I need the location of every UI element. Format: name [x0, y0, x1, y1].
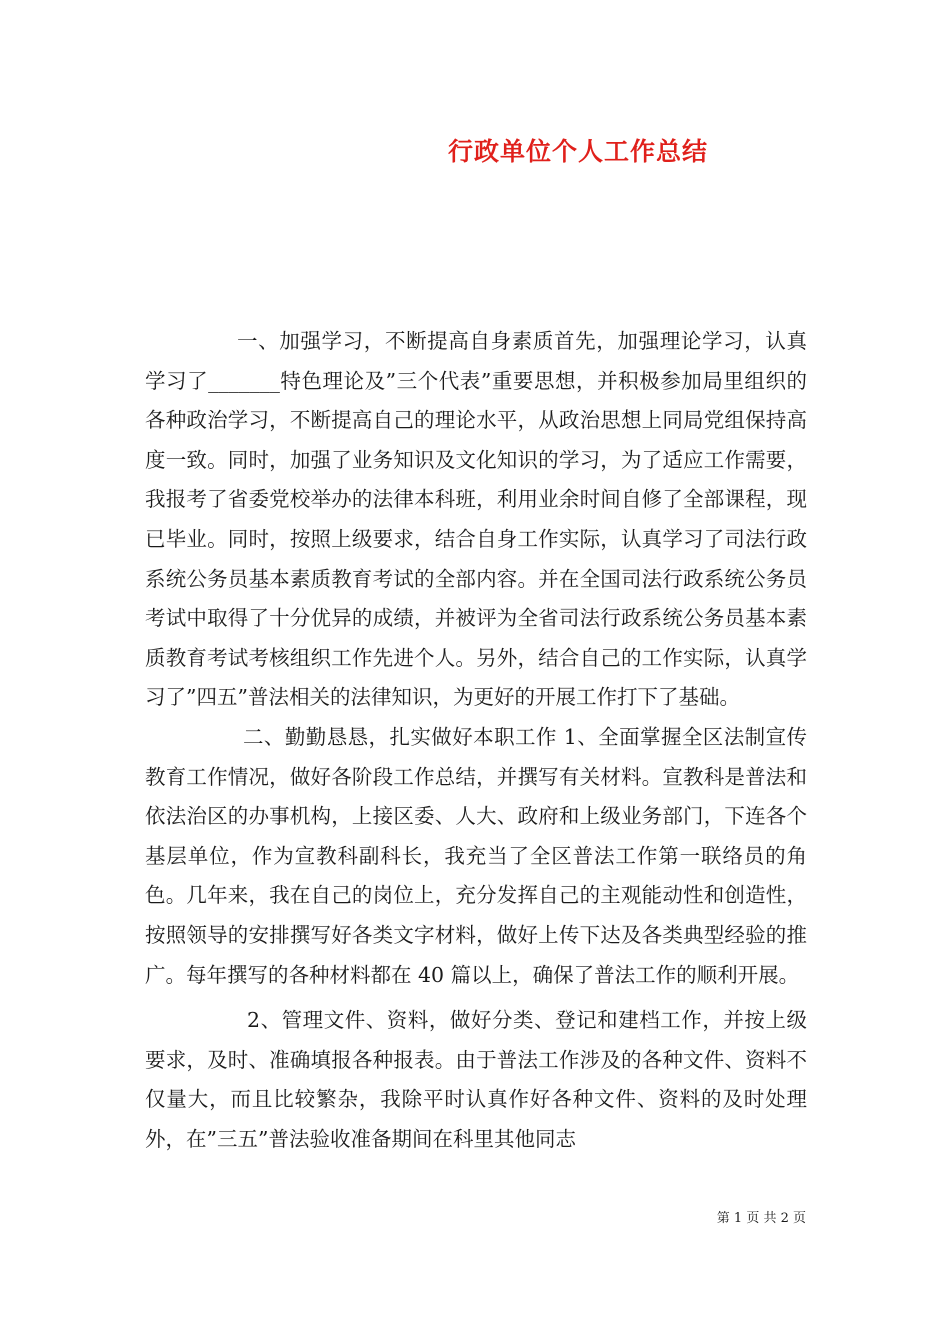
paragraph-1: 一、加强学习，不断提高自身素质首先，加强理论学习，认真学习了_______特色理论及”三个代表”重要思想，并积极参加局里组织的各种政治学习，不断提高自己的理论水平，从政治思想上同局党组保持高度一致。同时，加强了业务知识及文化知识的学习，为了适应工作需要，我报考了省委党校举办的法律本科班，利用业余时间自修了全部课程，现已毕业。同时，按照上级要求，结合自身工作实际，认真学习了司法行政系统公务员基本素质教育考试的全部内容。并在全国司法行政系统公务员考试中取得了十分优异的成绩，并被评为全省司法行政系统公务员基本素质教育考试考核组织工作先进个人。另外，结合自己的工作实际，认真学习了”四五”普法相关的法律知识，为更好的开展工作打下了基础。 — [145, 329, 807, 710]
page-number-footer: 第 1 页 共 2 页 — [716, 1211, 806, 1226]
paragraph-3: 2、管理文件、资料，做好分类、登记和建档工作，并按上级要求，及时、准确填报各种报表。由于普法工作涉及的各种文件、资料不仅量大，而且比较繁杂，我除平时认真作好各种文件、资料的及时处理外，在”三五”普法验收准备期间在科里其他同志 — [145, 1008, 807, 1151]
document-title: 行政单位个人工作总结 — [448, 137, 709, 166]
paragraph-2: 二、勤勤恳恳，扎实做好本职工作 1、全面掌握全区法制宣传教育工作情况，做好各阶段工作总结，并撰写有关材料。宣教科是普法和依法治区的办事机构，上接区委、人大、政府和上级业务部门，下连各个基层单位，作为宣教科副科长，我充当了全区普法工作第一联络员的角色。几年来，我在自己的岗位上，充分发挥自己的主观能动性和创造性，按照领导的安排撰写好各类文字材料，做好上传下达及各类典型经验的推广。每年撰写的各种材料都在 40 篇以上，确保了普法工作的顺利开展。 — [145, 724, 807, 987]
document-body — [145, 322, 807, 1159]
